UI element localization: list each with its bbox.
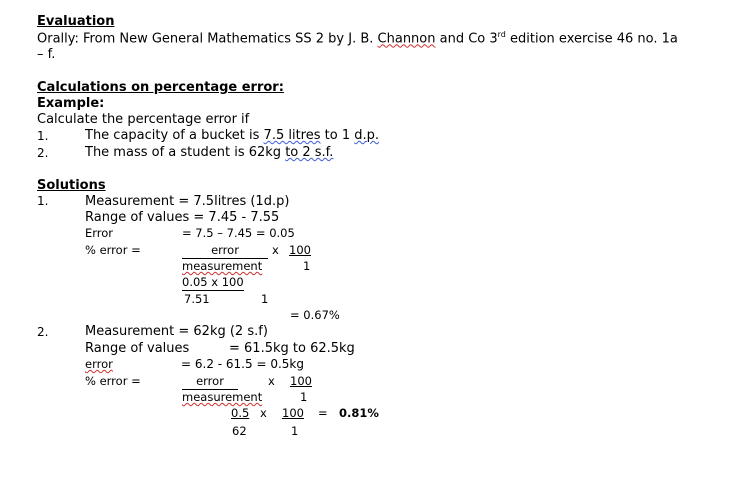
example-instruction: Calculate the percentage error if [37,112,250,127]
solution-1-times: x [272,243,279,257]
solution-1-fraction-denominator: measurement [182,259,263,273]
solutions-heading: Solutions [37,178,106,193]
solution-1-percent-label: % error = [85,243,141,257]
list-item-number: 2. [37,146,49,160]
solution-1-hundred: 100 [289,243,311,257]
example-label: Example: [37,96,105,111]
evaluation-text-cont: – f. [37,47,56,62]
solution-2-percent-label: % error = [85,374,141,388]
list-item: The mass of a student is 62kg to 2 s.f. [85,145,334,160]
solution-2-range-label: Range of values [85,341,190,356]
solution-1-number: 1. [37,194,49,208]
solution-1-one: 1 [303,259,311,273]
solution-2-fraction-numerator: error [182,376,238,390]
solution-2-fraction-denominator: measurement [182,390,263,404]
solution-2-times: x [268,374,275,388]
evaluation-text: Orally: From New General Mathematics SS 2 by J. B. Channon and Co 3rd edition exercise 46 no. 1a [37,30,678,47]
evaluation-heading: Evaluation [37,14,115,29]
solution-1-error-label: Error [85,226,114,240]
solution-2-step-numerator: 0.5 [231,406,250,420]
solution-1-measurement: Measurement = 7.5litres (1d.p) [85,194,290,209]
list-item: The capacity of a bucket is 7.5 litres to 1 d.p. [85,128,380,143]
solution-2-result: 0.81% [339,406,379,420]
solution-1-fraction-numerator: error [182,245,268,259]
solution-2-one: 1 [300,390,308,404]
solution-1-result: = 0.67% [290,308,340,322]
solution-2-measurement: Measurement = 62kg (2 s.f) [85,324,268,339]
calculations-heading: Calculations on percentage error: [37,80,284,95]
solution-1-step-one: 1 [261,292,269,306]
solution-1-step-numerator: 0.05 x 100 [182,275,244,289]
solution-2-step-equals: = [318,406,328,420]
solution-2-error-value: = 6.2 - 61.5 = 0.5kg [181,357,304,371]
solution-2-range-value: = 61.5kg to 62.5kg [229,341,355,356]
solution-2-step-denominator: 62 [232,424,247,438]
solution-2-error-label: error [85,357,113,371]
list-item-number: 1. [37,129,49,143]
solution-1-range: Range of values = 7.45 - 7.55 [85,210,280,225]
solution-1-step-denominator: 7.51 [184,292,210,306]
solution-2-step-one: 1 [291,424,299,438]
solution-2-step-hundred: 100 [282,406,304,420]
solution-2-step-times: x [260,406,267,420]
solution-2-number: 2. [37,325,49,339]
solution-1-error-value: = 7.5 – 7.45 = 0.05 [182,226,295,240]
solution-2-hundred: 100 [290,374,312,388]
